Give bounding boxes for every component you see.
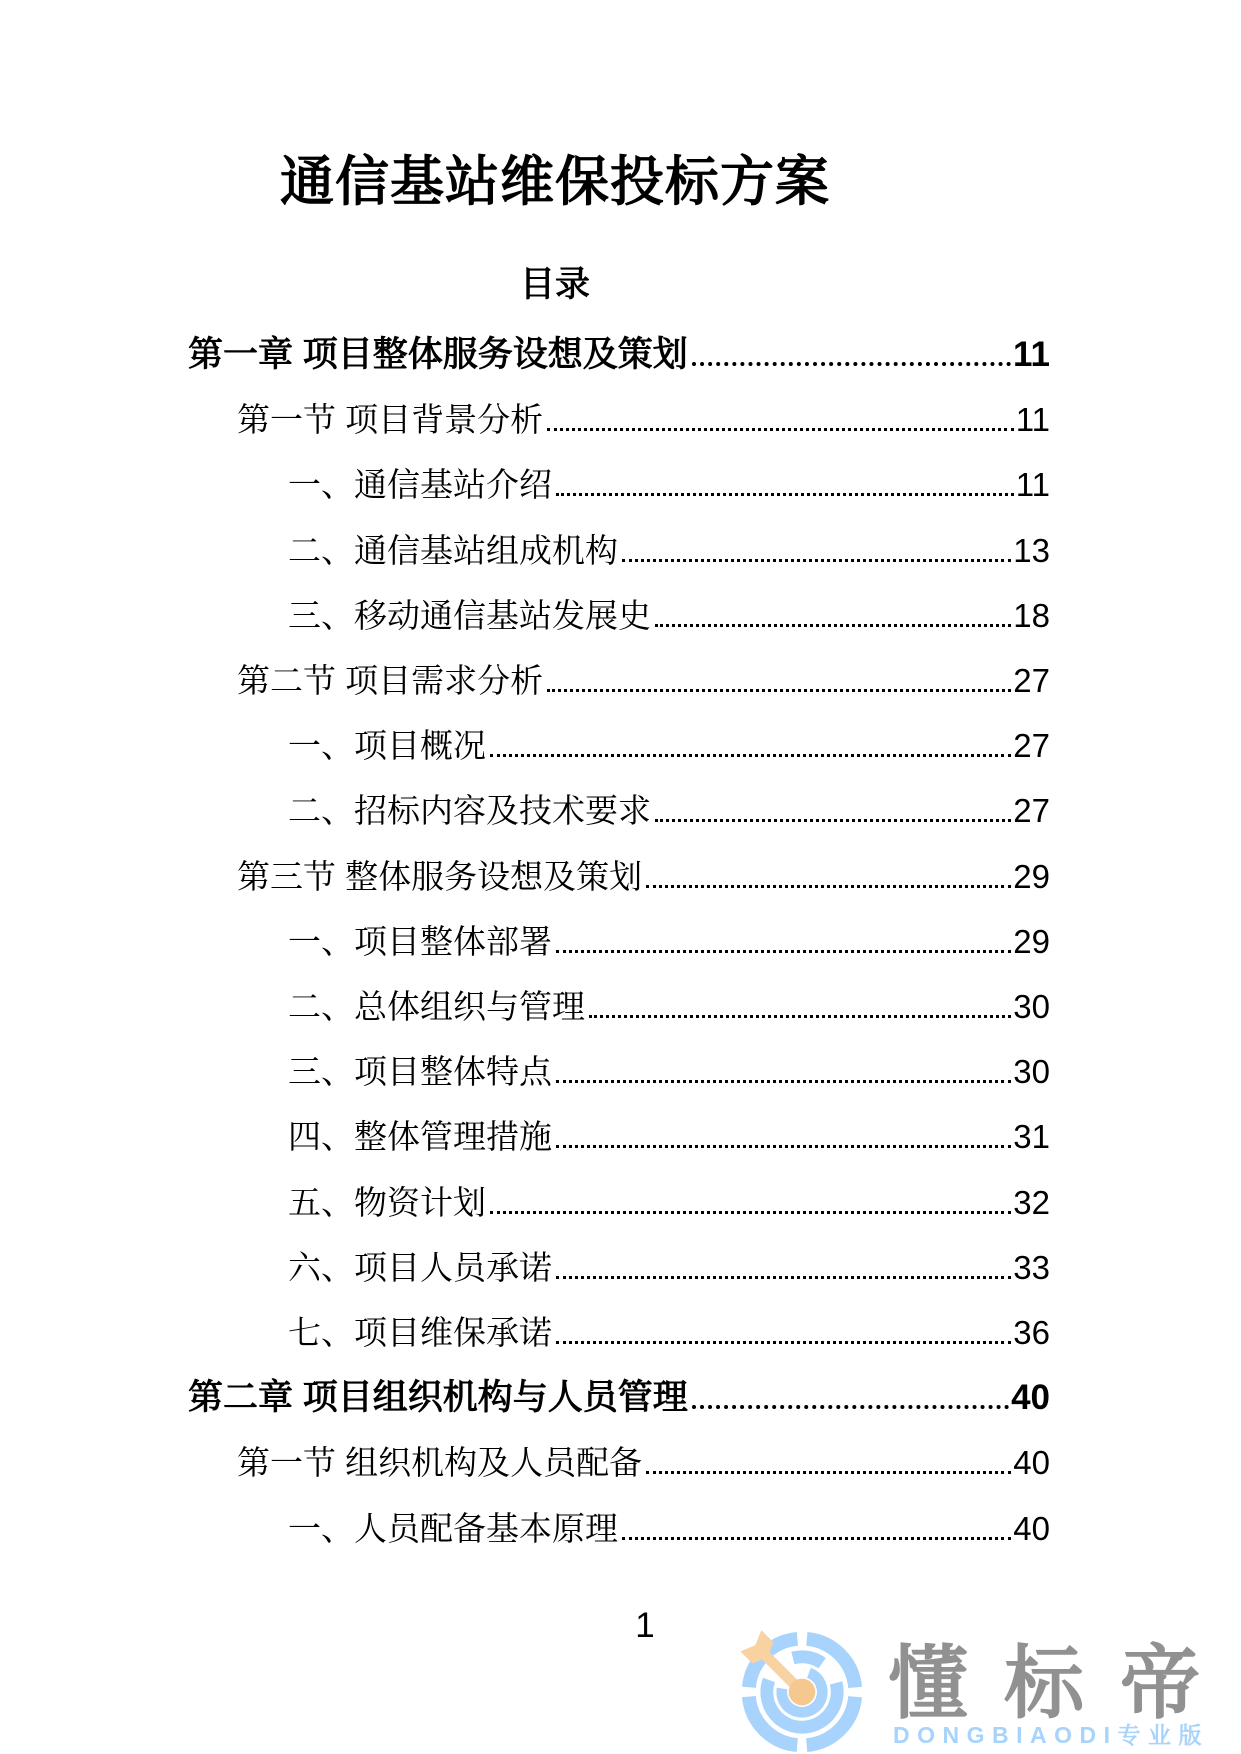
toc-entry[interactable] [188,1039,1050,1104]
toc-entry[interactable] [188,713,1050,778]
toc-entry-page: 40 [1013,1444,1050,1482]
brand-name: 懂标帝 [888,1639,1236,1728]
toc-entry[interactable] [188,452,1050,517]
toc-list [188,322,1050,1561]
toc-entry[interactable] [188,518,1050,583]
toc-entry-page: 30 [1013,988,1050,1026]
toc-entry-label: 第三节 整体服务设想及策划 [237,857,643,895]
toc-entry-page: 33 [1013,1248,1050,1286]
toc-entry-page: 11 [1015,466,1050,504]
toc-dot-leader [646,885,1011,888]
toc-entry-page: 13 [1013,531,1050,569]
toc-dot-leader [646,1471,1011,1474]
toc-entry-page: 29 [1013,857,1050,895]
toc-entry-label: 六、项目人员承诺 [288,1248,552,1286]
toc-entry-label: 二、招标内容及技术要求 [288,792,651,830]
toc-entry[interactable] [188,844,1050,909]
toc-entry-page: 11 [1015,401,1050,439]
toc-entry-page: 40 [1013,1509,1050,1547]
toc-entry-page: 18 [1013,596,1050,634]
toc-entry-page: 11 [1013,335,1050,374]
toc-entry-label: 七、项目维保承诺 [288,1314,552,1352]
toc-entry[interactable] [188,1104,1050,1169]
toc-dot-leader [556,950,1011,953]
toc-dot-leader [556,1145,1011,1148]
toc-dot-leader [547,428,1014,431]
toc-entry[interactable] [188,1430,1050,1495]
toc-entry[interactable] [188,583,1050,648]
toc-entry-page: 36 [1013,1314,1050,1352]
toc-entry[interactable] [188,974,1050,1039]
toc-dot-leader [692,1405,1009,1409]
toc-entry-label: 一、项目概况 [288,727,486,765]
toc-entry-page: 27 [1013,727,1050,765]
toc-entry[interactable] [188,322,1050,387]
toc-entry[interactable] [188,909,1050,974]
toc-entry-label: 一、项目整体部署 [288,922,552,960]
toc-entry[interactable] [188,1365,1050,1430]
toc-entry-label: 五、物资计划 [288,1183,486,1221]
toc-entry-page: 40 [1011,1378,1050,1418]
toc-entry-label: 一、人员配备基本原理 [288,1509,618,1547]
brand-subtitle: DONGBIAODI专业版 [893,1722,1209,1748]
toc-entry-page: 30 [1013,1053,1050,1091]
toc-dot-leader [622,559,1011,562]
target-dart-icon [738,1628,866,1754]
toc-entry-page: 27 [1013,662,1050,700]
toc-entry-label: 第一节 项目背景分析 [237,401,544,439]
toc-entry-label: 二、通信基站组成机构 [288,531,618,569]
toc-dot-leader [547,689,1011,692]
toc-entry-label: 第一节 组织机构及人员配备 [237,1444,643,1482]
toc-entry[interactable] [188,1235,1050,1300]
toc-entry-label: 二、总体组织与管理 [288,988,585,1026]
footer-page-number: 1 [635,1606,655,1645]
toc-entry-page: 32 [1013,1183,1050,1221]
toc-entry-label: 四、整体管理措施 [288,1118,552,1156]
toc-entry-label: 第二节 项目需求分析 [237,662,544,700]
toc-dot-leader [556,1341,1011,1344]
toc-entry[interactable] [188,648,1050,713]
toc-dot-leader [589,1015,1011,1018]
toc-entry-label: 三、项目整体特点 [288,1053,552,1091]
toc-entry-page: 29 [1013,922,1050,960]
toc-entry[interactable] [188,778,1050,843]
toc-entry[interactable] [188,1300,1050,1365]
toc-entry-label: 第二章 项目组织机构与人员管理 [188,1378,688,1418]
toc-heading: 目录 [519,265,590,304]
toc-entry[interactable] [188,387,1050,452]
toc-dot-leader [556,493,1014,496]
toc-dot-leader [655,624,1011,627]
toc-dot-leader [556,1080,1011,1083]
toc-dot-leader [692,362,1011,366]
toc-entry-page: 27 [1013,792,1050,830]
toc-entry[interactable] [188,1170,1050,1235]
document-title: 通信基站维保投标方案 [280,152,830,212]
toc-dot-leader [622,1537,1011,1540]
toc-entry[interactable] [188,1496,1050,1561]
toc-entry-page: 31 [1013,1118,1050,1156]
toc-dot-leader [556,1276,1011,1279]
toc-entry-label: 一、通信基站介绍 [288,466,552,504]
toc-entry-label: 三、移动通信基站发展史 [288,596,651,634]
toc-dot-leader [490,1211,1011,1214]
toc-dot-leader [655,819,1011,822]
toc-dot-leader [490,754,1011,757]
toc-entry-label: 第一章 项目整体服务设想及策划 [188,335,688,374]
